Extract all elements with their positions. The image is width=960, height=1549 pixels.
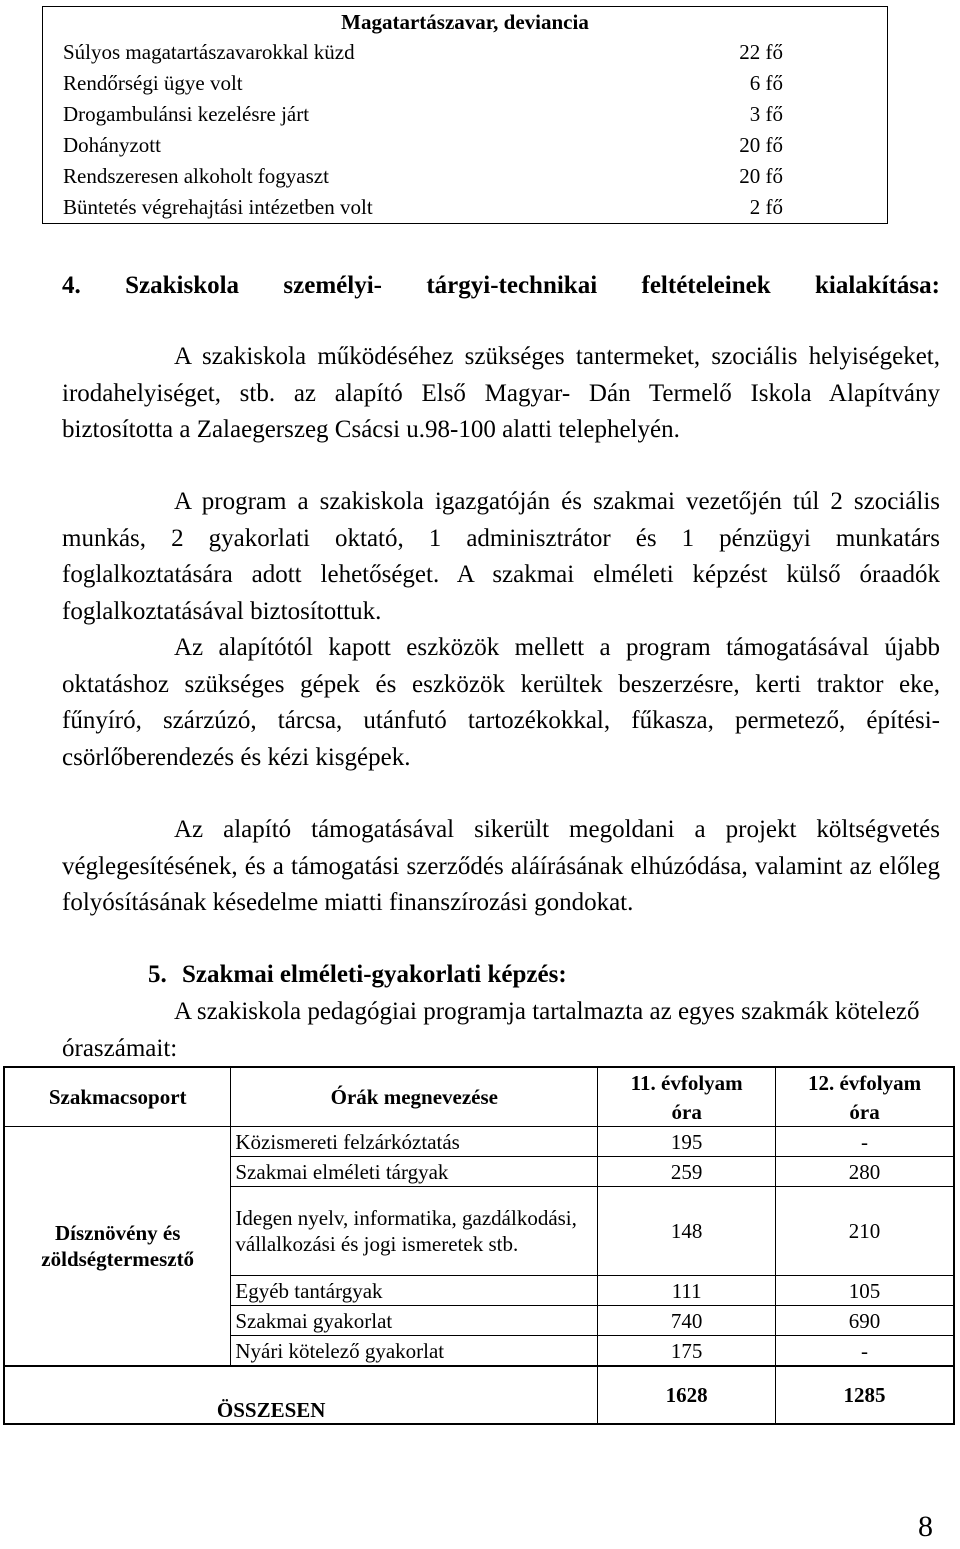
hour-y11: 740 bbox=[598, 1306, 776, 1336]
hour-y11: 111 bbox=[598, 1276, 776, 1306]
col-header-y12: 12. évfolyam bbox=[776, 1067, 954, 1097]
col-unit-y12: óra bbox=[776, 1097, 954, 1127]
deviance-table bbox=[42, 6, 888, 224]
deviance-value: 6 fő bbox=[626, 68, 888, 99]
hour-y12: 105 bbox=[776, 1276, 954, 1306]
section-4-paragraph: A program a szakiskola igazgatóján és szakmai vezetőjén túl 2 szociális munkás, 2 gyakorlati oktató, 1 adminisztrátor és 1 pénzügyi munkatárs foglalkoztatására adott lehetőséget. A szakmai elméleti képzést külső óraadók foglalkoztatásával biztosítottuk. bbox=[62, 488, 940, 625]
hour-y11: 195 bbox=[598, 1127, 776, 1157]
section-4-paragraph: Az alapító támogatásával sikerült megoldani a projekt költségvetés véglegesítésének, és a támogatási szerződés aláírásának elhúzódása, valamint az előleg folyósításának késedelme miatti finanszírozási gondokat. bbox=[62, 816, 940, 916]
hours-table bbox=[3, 1066, 955, 1425]
hour-name: Egyéb tantárgyak bbox=[231, 1276, 598, 1306]
table-row bbox=[43, 161, 888, 192]
hour-y12: 210 bbox=[776, 1187, 954, 1276]
section-4-heading: 4. Szakiskola személyi- tárgyi-technikai feltételeinek kialakítása: bbox=[62, 272, 940, 299]
col-header-name: Órák megnevezése bbox=[231, 1067, 598, 1127]
section-5-title: Szakmai elméleti-gyakorlati képzés: bbox=[182, 961, 567, 988]
hour-y12: 690 bbox=[776, 1306, 954, 1336]
total-row bbox=[4, 1366, 954, 1424]
table-row bbox=[43, 37, 888, 68]
hour-name: Közismereti felzárkóztatás bbox=[231, 1127, 598, 1157]
hour-name: Idegen nyelv, informatika, gazdálkodási, vállalkozási és jogi ismeretek stb. bbox=[231, 1187, 598, 1276]
section-5-paragraph: A szakiskola pedagógiai programja tartalmazta az egyes szakmák kötelező óraszámait: bbox=[62, 998, 920, 1062]
deviance-table-title: Magatartászavar, deviancia bbox=[43, 7, 888, 38]
deviance-label: Drogambulánsi kezelésre járt bbox=[43, 99, 626, 130]
table-row bbox=[43, 192, 888, 224]
table-row bbox=[43, 130, 888, 161]
page-number: 8 bbox=[918, 1510, 933, 1543]
deviance-label: Rendszeresen alkoholt fogyaszt bbox=[43, 161, 626, 192]
deviance-label: Rendőrségi ügye volt bbox=[43, 68, 626, 99]
hour-y11: 175 bbox=[598, 1336, 776, 1367]
total-label-text: ÖSSZESEN bbox=[216, 1398, 326, 1422]
section-4-paragraph: A szakiskola működéséhez szükséges tantermeket, szociális helyiségeket, irodahelyiséget, stb. az alapító Első Magyar- Dán Termelő Iskola Alapítvány biztosította a Zalaegerszeg Csácsi u.98-100 alatti telephelyén. bbox=[62, 343, 940, 443]
deviance-label: Súlyos magatartászavarokkal küzd bbox=[43, 37, 626, 68]
deviance-value: 20 fő bbox=[626, 130, 888, 161]
section-5-number: 5. bbox=[148, 961, 167, 988]
hour-y12: 280 bbox=[776, 1157, 954, 1187]
table-row bbox=[43, 68, 888, 99]
section-5-heading bbox=[148, 957, 848, 994]
deviance-value: 20 fő bbox=[626, 161, 888, 192]
section-4-paragraph: Az alapítótól kapott eszközök mellett a program támogatásával újabb oktatáshoz szükséges gépek és eszközök kerültek beszerzésre, kerti traktor eke, fűnyíró, szárzúzó, tárcsa, utánfutó tartozékokkal, fűkasza, permetező, építési-csörlőberendezés és kézi kisgépek. bbox=[62, 634, 940, 771]
deviance-label: Büntetés végrehajtási intézetben volt bbox=[43, 192, 626, 224]
hour-y12: - bbox=[776, 1336, 954, 1367]
total-y12: 1285 bbox=[776, 1366, 954, 1424]
deviance-value: 22 fő bbox=[626, 37, 888, 68]
table-row bbox=[4, 1127, 954, 1157]
hour-y11: 148 bbox=[598, 1187, 776, 1276]
hour-name: Szakmai elméleti tárgyak bbox=[231, 1157, 598, 1187]
col-header-y11: 11. évfolyam bbox=[598, 1067, 776, 1097]
hour-name: Nyári kötelező gyakorlat bbox=[231, 1336, 598, 1367]
hour-y11: 259 bbox=[598, 1157, 776, 1187]
total-label bbox=[216, 1366, 598, 1424]
col-unit-y11: óra bbox=[598, 1097, 776, 1127]
table-row bbox=[43, 99, 888, 130]
deviance-label: Dohányzott bbox=[43, 130, 626, 161]
deviance-value: 2 fő bbox=[626, 192, 888, 224]
table-header-row bbox=[4, 1067, 954, 1097]
hour-y12: - bbox=[776, 1127, 954, 1157]
hour-name: Szakmai gyakorlat bbox=[231, 1306, 598, 1336]
deviance-value: 3 fő bbox=[626, 99, 888, 130]
total-y11: 1628 bbox=[598, 1366, 776, 1424]
total-spacer bbox=[4, 1366, 231, 1424]
col-header-group: Szakmacsoport bbox=[4, 1067, 231, 1127]
group-cell: Dísznövény és zöldségtermesztő bbox=[4, 1127, 231, 1367]
